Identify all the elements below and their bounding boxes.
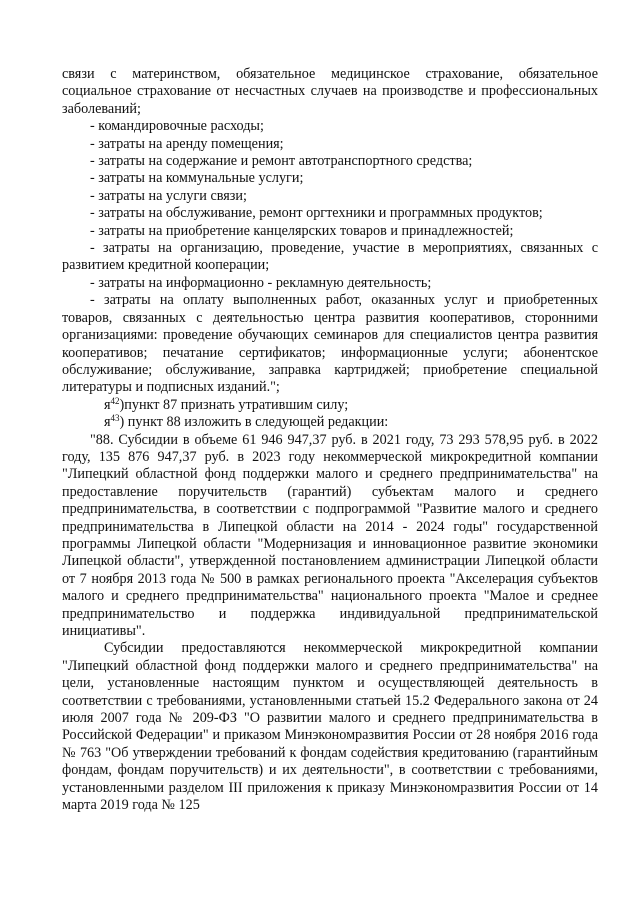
amendment-prefix: я — [104, 414, 111, 431]
list-item-stationery: - затраты на приобретение канцелярских товаров и принадлежностей; — [90, 222, 514, 239]
footnote-marker: 43 — [110, 413, 120, 424]
amendment-text: ) пункт 88 изложить в следующей редакции: — [119, 414, 389, 431]
footnote-marker: 42 — [110, 395, 120, 406]
amendment-prefix: я — [104, 396, 111, 413]
document-page — [62, 66, 598, 814]
amendment-item-43 — [62, 414, 598, 431]
amendment-item-42 — [62, 397, 598, 414]
paragraph-point-88: "88. Субсидии в объеме 61 946 947,37 руб. в 2021 году, 73 293 578,95 руб. в 2022 году, 135 876 947,37 руб. в 2023 году некоммерческой микрокредитной компании "Липецкий областной фонд поддержки малого и среднего предпринимательства" на предоставление поручительств (гарантий) субъектам малого и среднего предпринимательства, в соответствии с подпрограммой "Развитие малого и среднего предпринимательства в Липецкой области на 2014 - 2024 годы" государственной программы Липецкой области "Модернизация и инновационное развитие экономики Липецкой области", утвержденной постановлением администрации Липецкой области от 7 ноября 2013 года № 500 в рамках регионального проекта "Акселерация субъектов малого и среднего предпринимательства" национального проекта "Малое и среднее предпринимательство и поддержка индивидуальной предпринимательской инициативы". — [62, 431, 598, 639]
list-item-utilities: - затраты на коммунальные услуги; — [90, 170, 304, 187]
list-item-office-equipment: - затраты на обслуживание, ремонт оргтехники и программных продуктов; — [90, 205, 543, 222]
paragraph-social-insurance: связи с материнством, обязательное медицинское страхование, обязательное социальное страхование от несчастных случаев на производстве и профессиональных заболеваний; — [62, 66, 598, 117]
list-item-travel-expenses: - командировочные расходы; — [90, 118, 264, 135]
paragraph-subsidies: Субсидии предоставляются некоммерческой микрокредитной компании "Липецкий областной фонд поддержки малого и среднего предпринимательства" на цели, установленные настоящим пунктом и осуществляющей деятельность в соответствии с требованиями, установленными статьей 15.2 Федерального закона от 24 июля 2007 года № 209-ФЗ "О развитии малого и среднего предпринимательства в Российской Федерации" и приказом Минэкономразвития России от 28 ноября 2016 года № 763 "Об утверждении требований к фондам содействия кредитованию (гарантийным фондам, фондам поручительств) и их деятельности", в соответствии с требованиями, установленными разделом III приложения к приказу Минэкономразвития России от 14 марта 2019 года № 125 — [62, 640, 598, 814]
list-item-events: - затраты на организацию, проведение, участие в мероприятиях, связанных с развитием кредитной кооперации; — [62, 240, 598, 274]
list-item-advertising: - затраты на информационно - рекламную деятельность; — [90, 274, 432, 291]
amendment-text: )пункт 87 признать утратившим силу; — [119, 396, 349, 413]
list-item-services: - затраты на оплату выполненных работ, оказанных услуг и приобретенных товаров, связанных с деятельностью центра развития кооперативов, сторонними организациями: проведение обучающих семинаров для специалистов центра развития кооперативов; печатание сертификатов; информационные услуги; абонентское обслуживание; обслуживание, заправка картриджей; приобретение специальной литературы и подписных изданий."; — [62, 292, 598, 396]
list-item-communication: - затраты на услуги связи; — [90, 187, 247, 204]
list-item-premises-rent: - затраты на аренду помещения; — [90, 135, 284, 152]
list-item-vehicle-maintenance: - затраты на содержание и ремонт автотранспортного средства; — [90, 153, 473, 170]
